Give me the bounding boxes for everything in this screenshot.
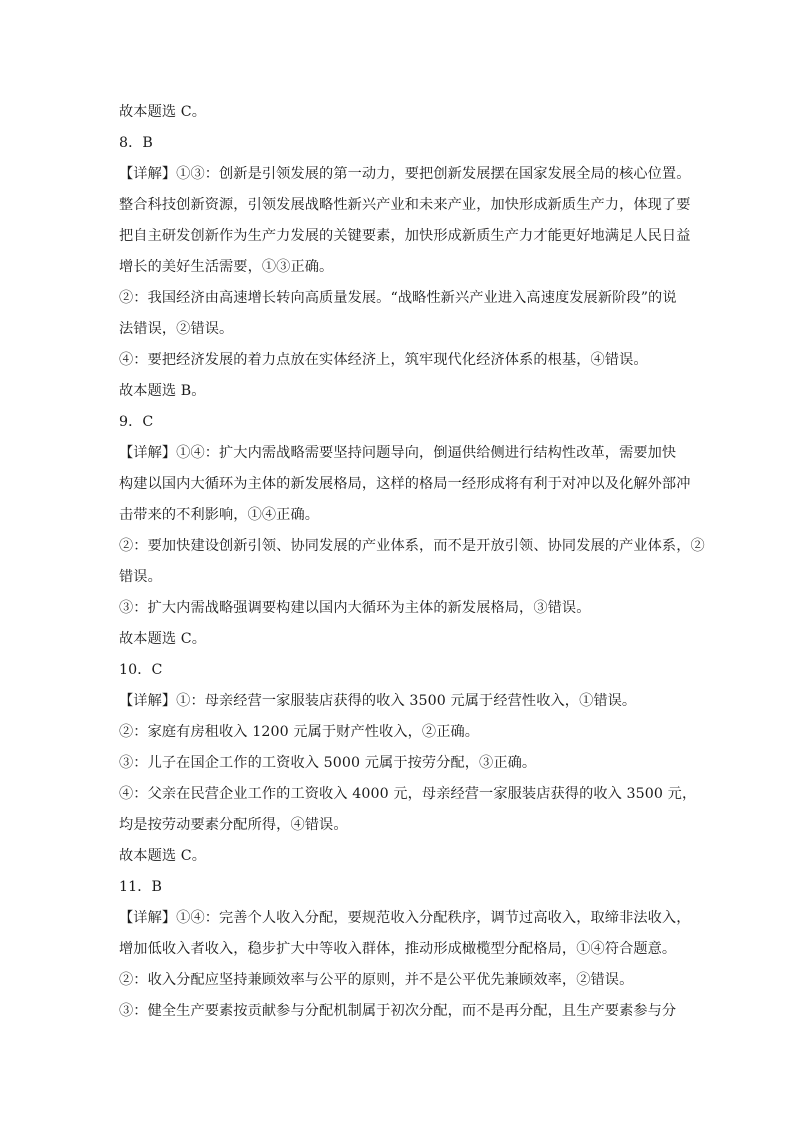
text-line: 把自主研发创新作为生产力发展的关键要素，加快形成新质生产力才能更好地满足人民日益 <box>119 228 691 244</box>
text-line: 【详解】①④：完善个人收入分配，要规范收入分配秩序，调节过高收入，取缔非法收入， <box>119 910 691 926</box>
text-line: ③：扩大内需战略强调要构建以国内大循环为主体的新发展格局，③错误。 <box>119 600 591 616</box>
text-line: ③：儿子在国企工作的工资收入 5000 元属于按劳分配，③正确。 <box>119 755 537 771</box>
text-line: ②：要加快建设创新引领、协同发展的产业体系，而不是开放引领、协同发展的产业体系，② <box>119 538 705 554</box>
text-line: 【详解】①④：扩大内需战略需要坚持问题导向，倒逼供给侧进行结构性改革，需要加快 <box>119 445 677 461</box>
text-line: 构建以国内大循环为主体的新发展格局，这样的格局一经形成将有利于对冲以及化解外部冲 <box>119 476 691 492</box>
text-line: ③：健全生产要素按贡献参与分配机制属于初次分配，而不是再分配，且生产要素参与分 <box>119 1003 677 1019</box>
text-line: 故本题选 C。 <box>119 631 207 647</box>
text-line: 法错误，②错误。 <box>119 321 234 337</box>
text-line: 故本题选 C。 <box>119 848 207 864</box>
question-number: 8．B <box>119 135 153 151</box>
text-line: 增加低收入者收入，稳步扩大中等收入群体，推动形成橄榄型分配格局，①④符合题意。 <box>119 941 677 957</box>
text-line: ④：父亲在民营企业工作的工资收入 4000 元，母亲经营一家服装店获得的收入 3500 元， <box>119 786 697 802</box>
question-number: 11．B <box>119 879 163 895</box>
text-line: ②：家庭有房租收入 1200 元属于财产性收入，②正确。 <box>119 724 480 740</box>
text-line: 整合科技创新资源，引领发展战略性新兴产业和未来产业，加快形成新质生产力，体现了要 <box>119 197 691 213</box>
text-line: 击带来的不利影响，①④正确。 <box>119 507 320 523</box>
text-line: 错误。 <box>119 569 162 585</box>
text-line: 故本题选 B。 <box>119 383 206 399</box>
question-number: 9．C <box>119 414 154 430</box>
text-line: 故本题选 C。 <box>119 104 207 120</box>
text-line: 【详解】①③：创新是引领发展的第一动力，要把创新发展摆在国家发展全局的核心位置。 <box>119 166 691 182</box>
text-line: 【详解】①：母亲经营一家服装店获得的收入 3500 元属于经营性收入，①错误。 <box>119 693 637 709</box>
text-line: ②：收入分配应坚持兼顾效率与公平的原则，并不是公平优先兼顾效率，②错误。 <box>119 972 634 988</box>
text-line: 增长的美好生活需要，①③正确。 <box>119 259 334 275</box>
text-line: ④：要把经济发展的着力点放在实体经济上，筑牢现代化经济体系的根基，④错误。 <box>119 352 648 368</box>
question-number: 10．C <box>119 662 163 678</box>
text-line: 均是按劳动要素分配所得，④错误。 <box>119 817 348 833</box>
text-line: ②：我国经济由高速增长转向高质量发展。“战略性新兴产业进入高速度发展新阶段”的说 <box>119 290 677 306</box>
